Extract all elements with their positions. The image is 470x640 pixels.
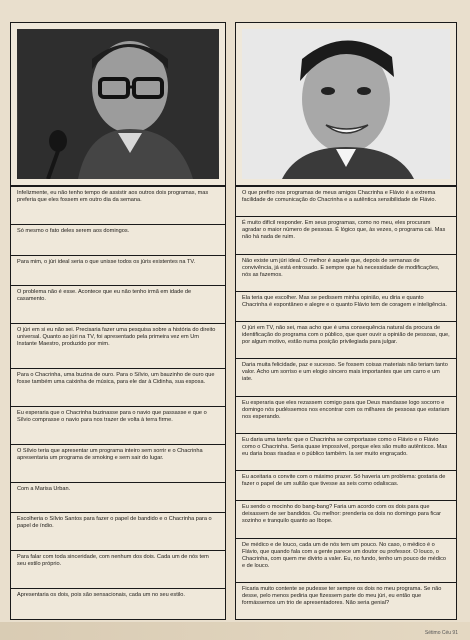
answer-block: Ela teria que escolher. Mas se pedissem minha opinião, eu diria e quanto Chacrinha é espontâneo e alegre e o quanto Flávio tem de coragem e inteligência.	[236, 291, 456, 321]
right-answers	[236, 185, 456, 619]
answer-block: Só mesmo o fato deles serem aos domingos.	[11, 224, 225, 255]
left-column	[10, 22, 226, 620]
page-footer: Sétimo Céu 91	[424, 630, 458, 636]
answer-block: Infelizmente, eu não tenho tempo de assistir aos outros dois programas, mas preferia que eles fossem em outro dia da semana.	[11, 185, 225, 224]
answer-block: Para o Chacrinha, uma buzina de ouro. Para o Sílvio, um bauzinho de ouro que fosse também uma caixinha de música, para ele dar à Cidinha, sua esposa.	[11, 368, 225, 406]
answer-block: Eu sendo o mocinho do bang-bang? Faria um acordo com os dois para que deixassem de ser bandidos. Ou melhor: prenderia os dois no domingo para ficar sozinho e tranquilo quanto ao Ibope.	[236, 500, 456, 537]
answer-block: O júri em TV, não sei, mas acho que é uma consequência natural da procura de identificação do programa com o público, que quer ouvir a opinião de pessoas, que, por algum motivo, estão numa posição privilegiada para julgar.	[236, 321, 456, 358]
answer-block: Eu daria uma tarefa: que o Chacrinha se comportasse como o Flávio e o Flávio como o Chacrinha. Seria quase impossível, porque eles são muito autênticos. Mas eu daria boas risadas e o público também. Ia ser muito engraçado.	[236, 433, 456, 470]
left-portrait-photo	[17, 29, 219, 179]
right-portrait-photo	[242, 29, 450, 179]
answer-block: Daria muita felicidade, paz e sucesso. Se fossem coisas materiais não teriam tanto valor. Acho um sorriso e um elogio sincero mais importantes que um carro e um iate.	[236, 358, 456, 395]
answer-block: O Sílvio teria que apresentar um programa inteiro sem sorrir e o Chacrinha apresentaria um programa de smoking e sem sair do lugar.	[11, 444, 225, 482]
answer-block: Para mim, o júri ideal seria o que unisse todos os júris existentes na TV.	[11, 255, 225, 286]
left-answers	[11, 185, 225, 619]
right-column	[235, 22, 457, 620]
answer-block: Eu aceitaria o convite com o máximo prazer. Só haveria um problema: gostaria de fazer o papel de um sultão que tivesse as seis como odaliscas.	[236, 470, 456, 500]
answer-block: De médico e de louco, cada um de nós tem um pouco. No caso, o médico é o Flávio, que quando fala com a gente parece um doutor ou professor. O louco, o Chacrinha, com quem me divirto a valer. Eu, no fundo, tenho um pouco de médico e de louco.	[236, 538, 456, 582]
answer-block: Eu esperaria que o Chacrinha buzinasse para o navio que passasse e que o Sílvio comprasse o navio para nos trazer de volta à terra firme.	[11, 406, 225, 444]
answer-block: Eu esperaria que eles rezassem comigo para que Deus mandasse logo socorro e domingo nós pudéssemos nos encontrar com os milhares de pessoas que estariam nos esperando.	[236, 396, 456, 433]
answer-block: Com a Marisa Urban.	[11, 482, 225, 513]
page-bottom-edge	[0, 622, 470, 640]
answer-block: Não existe um júri ideal. O melhor é aquele que, depois de semanas de convivência, já está entrosado. E sempre que há necessidade de modificações, nós as fazemos.	[236, 254, 456, 291]
man-with-glasses-portrait	[17, 29, 219, 179]
answer-block: O problema não é esse. Acontece que eu não tenho irmã em idade de casamento.	[11, 285, 225, 323]
answer-block: O que prefiro nos programas de meus amigos Chacrinha e Flávio é a extrema facilidade de comunicação do Chacrinha e a autêntica sensibilidade de Flávio.	[236, 185, 456, 216]
answer-block: Para falar com toda sinceridade, com nenhum dos dois. Cada um de nós tem seu estilo próprio.	[11, 550, 225, 588]
answer-block: É muito difícil responder. Em seus programas, como no meu, eles procuram agradar o maior número de pessoas. É lógico que, às vezes, o programa cai. Mas não há nada de ruim.	[236, 216, 456, 253]
answer-block: Ficaria muito contente se pudesse ter sempre os dois no meu programa. Se não desse, pelo menos pediria que fizessem parte do meu júri, eu então que formássemos um trio de apresentadores. Não seria genial?	[236, 582, 456, 619]
column-gutter	[226, 22, 235, 620]
smiling-man-portrait	[242, 29, 450, 179]
answer-block: Escolheria o Sílvio Santos para fazer o papel de bandido e o Chacrinha para o papel de índio.	[11, 512, 225, 550]
answer-block: Apresentaria os dois, pois são sensacionais, cada um no seu estilo.	[11, 588, 225, 619]
answer-block: O júri em si eu não sei. Precisaria fazer uma pesquisa sobre a história do direito universal. Quanto ao júri na TV, foi apresentado pela primeira vez em Um Instante Maestro, produzido por mim.	[11, 323, 225, 368]
